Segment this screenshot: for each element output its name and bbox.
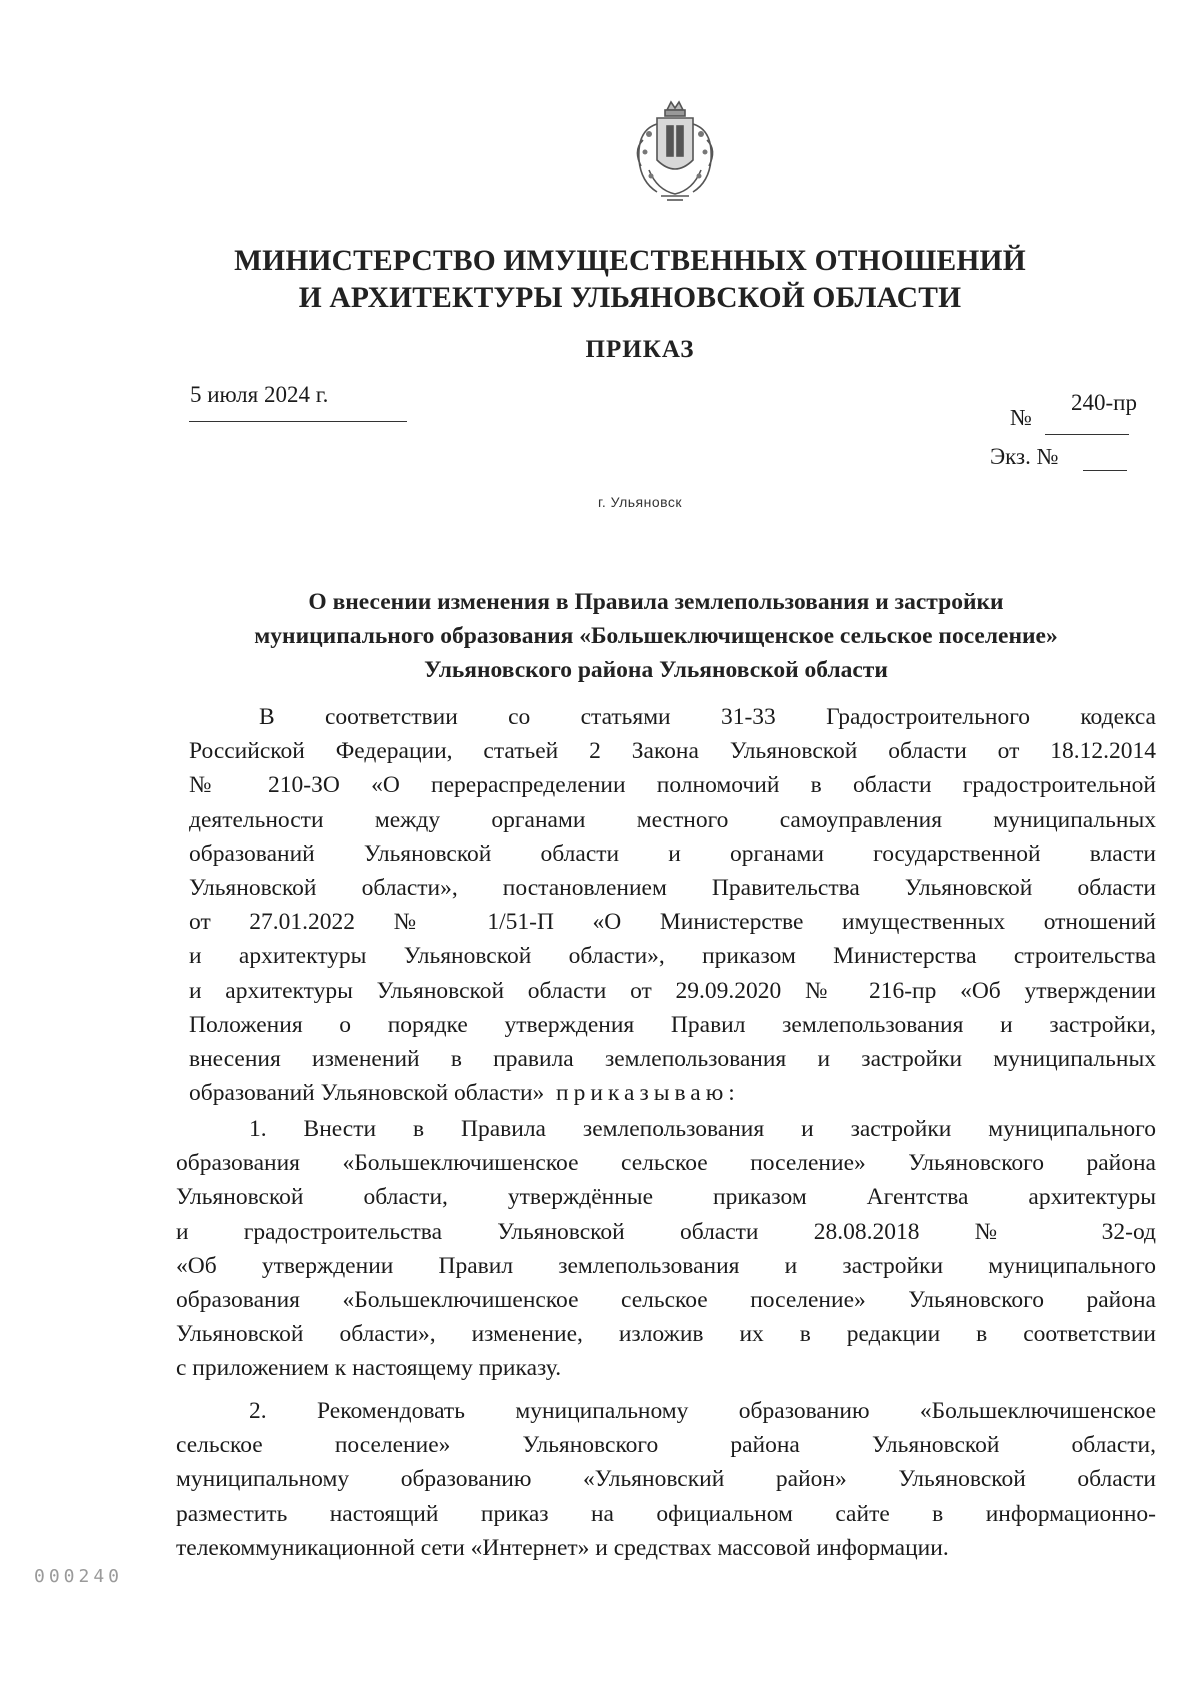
text-line: [189, 1076, 1156, 1110]
subject-line-2: муниципального образования «Большеключищенское сельское поселение»: [254, 623, 1058, 649]
order-subject: [180, 585, 1132, 687]
order-date: 5 июля 2024 г.: [190, 382, 329, 407]
text-line: и архитектуры Ульяновской области от 29.09.2020 № 216-пр «Об утверждении: [189, 977, 1156, 1004]
text-line: Ульяновской области, утверждённые приказом Агентства архитектуры: [176, 1184, 1156, 1211]
text-line: Положения о порядке утверждения Правил землепользования и застройки,: [189, 1011, 1156, 1038]
ministry-line-1: МИНИСТЕРСТВО ИМУЩЕСТВЕННЫХ ОТНОШЕНИЙ: [234, 245, 1026, 277]
number-label: №: [1010, 405, 1032, 430]
text-line: В соответствии со статьями 31-33 Градостроительного кодекса: [259, 704, 1156, 730]
order-number: 240-пр: [1071, 390, 1137, 415]
item-1: [176, 1112, 1156, 1386]
subject-line-1: О внесении изменения в Правила землепользования и застройки: [308, 589, 1004, 615]
number-underline: [1045, 434, 1129, 435]
order-word: приказываю:: [556, 1080, 740, 1107]
text-line: муниципальному образованию «Ульяновский район» Ульяновской области: [176, 1466, 1156, 1493]
ulyanovsk-coat-of-arms-icon: [627, 100, 723, 210]
text-line: образований Ульяновской области и органами государственной власти: [189, 840, 1156, 867]
text-line: Ульяновской области», постановлением Правительства Ульяновской области: [189, 874, 1156, 901]
copy-number-underline: [1083, 470, 1127, 471]
text-line: телекоммуникационной сети «Интернет» и средствах массовой информации.: [176, 1534, 949, 1561]
document-type: [0, 336, 1200, 364]
city: [0, 494, 1200, 510]
text-line: образования «Большеключишенское сельское поселение» Ульяновского района: [176, 1150, 1156, 1177]
text-line: Ульяновской области», изменение, изложив их в редакции в соответствии: [176, 1321, 1156, 1348]
text-line: образования «Большеключишенское сельское поселение» Ульяновского района: [176, 1286, 1156, 1313]
serial-number: 000240: [34, 1566, 124, 1587]
text-line: внесения изменений в правила землепользования и застройки муниципальных: [189, 1045, 1156, 1072]
text-line: «Об утверждении Правил землепользования и застройки муниципального: [176, 1252, 1156, 1279]
order-title: ПРИКАЗ: [585, 336, 695, 363]
text-line: Российской Федерации, статьей 2 Закона Ульяновской области от 18.12.2014: [189, 738, 1156, 765]
text-line: 2. Рекомендовать муниципальному образованию «Большеключишенское: [249, 1398, 1156, 1424]
text-line: с приложением к настоящему приказу.: [176, 1355, 562, 1382]
item-2: [176, 1394, 1156, 1565]
text-line: и градостроительства Ульяновской области 28.08.2018 № 32-од: [176, 1218, 1156, 1245]
city-name: г. Ульяновск: [597, 494, 683, 510]
date-underline: [189, 421, 407, 422]
copy-number-label: Экз. №: [990, 444, 1059, 469]
text-line: деятельности между органами местного самоуправления муниципальных: [189, 806, 1156, 833]
text-line: от 27.01.2022 № 1/51-П «О Министерстве имущественных отношений: [189, 909, 1156, 936]
preamble-last-text: образований Ульяновской области»: [189, 1080, 545, 1107]
ministry-line-2: И АРХИТЕКТУРЫ УЛЬЯНОВСКОЙ ОБЛАСТИ: [298, 282, 962, 314]
preamble: [189, 700, 1156, 1110]
text-line: сельское поселение» Ульяновского района Ульяновской области,: [176, 1432, 1156, 1459]
text-line: № 210-ЗО «О перераспределении полномочий в области градостроительной: [189, 772, 1156, 799]
subject-line-3: Ульяновского района Ульяновской области: [424, 657, 888, 683]
ministry-name: [0, 243, 1200, 317]
text-line: 1. Внести в Правила землепользования и застройки муниципального: [249, 1116, 1156, 1142]
text-line: разместить настоящий приказ на официальном сайте в информационно-: [176, 1500, 1156, 1527]
text-line: и архитектуры Ульяновской области», приказом Министерства строительства: [189, 943, 1156, 970]
